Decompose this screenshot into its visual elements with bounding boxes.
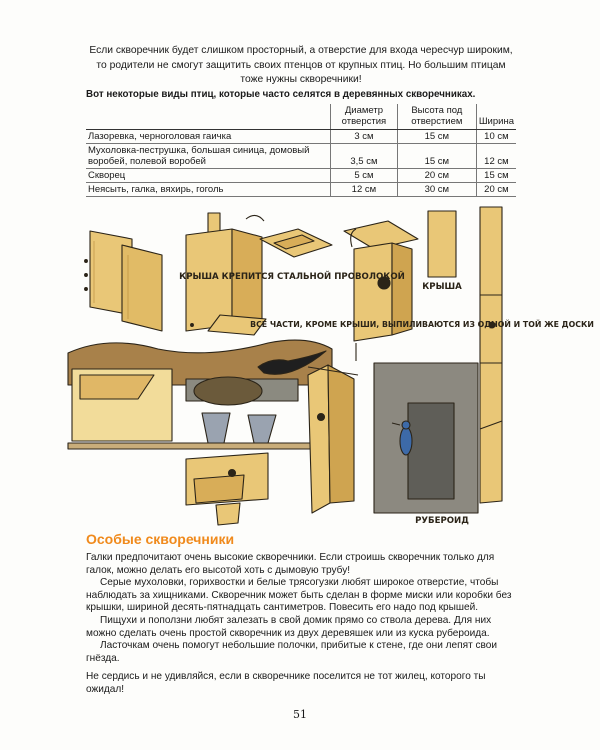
section-title: Особые скворечники [86,531,235,547]
table-cell-species: Неясыть, галка, вяхирь, гоголь [86,183,331,197]
corner-birdhouse-drawing [308,365,358,513]
tree-trunk-scene-drawing [374,363,478,513]
table-cell-diameter: 3 см [331,130,398,144]
table-row [86,130,516,144]
paragraph-closing: Не сердись и не удивляйся, если в скворечнике поселится не тот жилец, которого ты ожидал! [86,671,486,695]
eaves-nest-scene-drawing [68,340,332,449]
table-cell-height: 20 см [397,169,476,183]
table-cell-height: 15 см [397,144,476,169]
table-row [86,183,516,197]
table-cell-species: Лазоревка, черноголовая гаичка [86,130,331,144]
table-header-diameter: Диаметр отверстия [331,104,398,130]
table-cell-height: 30 см [397,183,476,197]
box-birdhouse-drawing [186,453,268,525]
table-cell-width: 12 см [476,144,516,169]
label-ruberoid: РУБЕРОИД [415,516,469,526]
table-heading: Вот некоторые виды птиц, которые часто селятся в деревянных скворечниках. [86,89,476,100]
label-one-board: ВСЕ ЧАСТИ, КРОМЕ КРЫШИ, ВЫПИЛИВАЮТСЯ ИЗ ОДНОЙ И ТОЙ ЖЕ ДОСКИ [250,320,594,329]
page-number: 51 [293,708,307,721]
table-cell-diameter: 3,5 см [331,144,398,169]
label-roof-wire: КРЫША КРЕПИТСЯ СТАЛЬНОЙ ПРОВОЛОКОЙ [179,272,405,282]
table-header-species [86,104,331,130]
table-cell-species: Скворец [86,169,331,183]
table-row [86,169,516,183]
table-cell-width: 20 см [476,183,516,197]
table-cell-diameter: 5 см [331,169,398,183]
paragraph-treecreepers: Пищухи и поползни любят залезать в свой домик прямо со ствола дерева. Для них можно сделать очень простой скворечник из двух деревяшек или из куска рубероида. [86,614,492,639]
table-cell-width: 15 см [476,169,516,183]
birdhouse-size-table [86,104,516,197]
long-plank-drawing [480,207,502,503]
table-header-row [86,104,516,130]
exploded-parts-drawing [85,231,162,331]
paragraph-flycatchers: Серые мухоловки, горихвостки и белые трясогузки любят широкое отверстие, чтобы наблюдать за хищниками. Скворечник может быть сделан в форме миски или коробки без крышки, шириной десять-пятнадцать сантиметров. Повесить его надо под крышей. [86,577,512,614]
body-text [86,552,518,697]
birdhouse-illustration [62,203,594,531]
table-row [86,144,516,169]
roof-piece-drawing [260,229,332,257]
table-cell-diameter: 12 см [331,183,398,197]
table-cell-species: Мухоловка-пеструшка, большая синица, домовый воробей, полевой воробей [86,144,331,169]
roof-board-drawing [428,211,456,277]
finished-birdhouse-drawing [344,221,418,361]
table-cell-width: 10 см [476,130,516,144]
table-header-height: Высота под отверстием [397,104,476,130]
label-roof: КРЫША [422,282,462,292]
paragraph-jackdaws: Галки предпочитают очень высокие скворечники. Если строишь скворечник только для галок, можно делать его высотой хоть с дымовую трубу! [86,552,495,576]
paragraph-swallows: Ласточкам очень помогут небольшие полочки, прибитые к стене, где они лепят свои гнёзда. [86,640,498,664]
table-header-width: Ширина [476,104,516,130]
table-cell-height: 15 см [397,130,476,144]
intro-paragraph: Если скворечник будет слишком просторный, а отверстие для входа чересчур широким, то родители не смогут защитить своих птенцов от крупных птиц. Но большим птицам тоже нужны скворечники! [89,45,513,85]
